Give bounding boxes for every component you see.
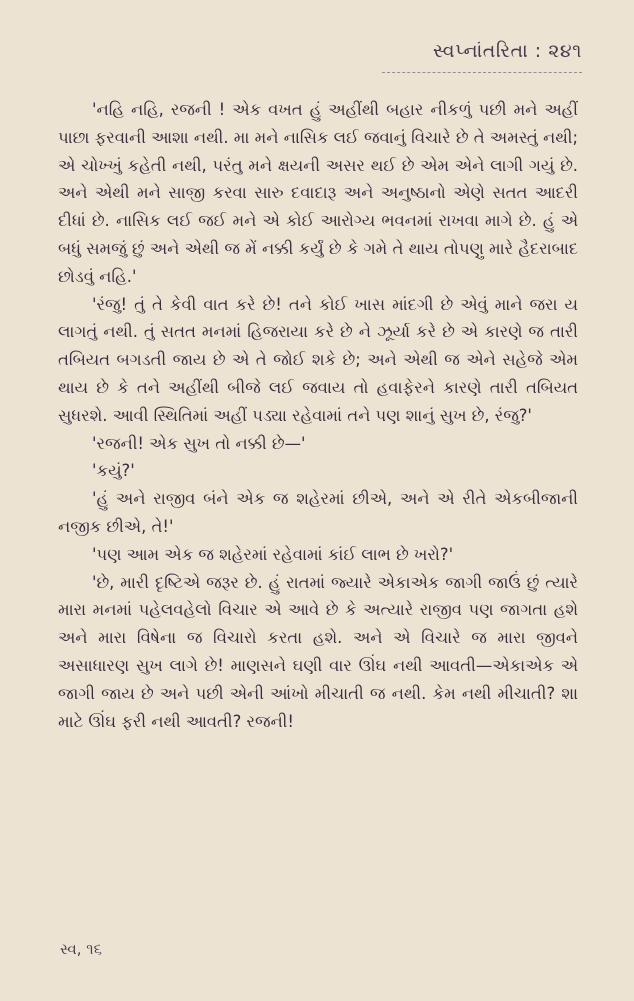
- signature-mark: સ્વ, ૧૬: [60, 940, 103, 958]
- paragraph: 'હું અને રાજીવ બંને એક જ શહેરમાં છીએ, અને એ રીતે એકબીજાની નજીક છીએ, તે!': [58, 489, 578, 536]
- paragraph: 'રંજુ! તું તે કેવી વાત કરે છે! તને કોઈ ખાસ માંદગી છે એવું માને જરા ય લાગતું નથી. તું સતત મનમાં હિજરાયા કરે છે ને ઝૂર્યા કરે છે એ કારણે જ તારી તબિયત બગડતી જાય છે એ તે જોઈ શકે છે; અને એથી જ એને સહેજે એમ થાય છે કે તને અહીંથી બીજે લઈ જવાય તો હવાફેરને કારણે તારી તબિયત સુધરશે. આવી સ્થિતિમાં અહીં પડ્યા રહેવામાં તને પણ શાનું સુખ છે, રંજુ?': [58, 294, 578, 425]
- paragraph: 'પણ આમ એક જ શહેરમાં રહેવામાં કાંઈ લાભ છે ખરો?': [92, 544, 454, 564]
- page-body: [58, 96, 578, 735]
- running-header: સ્વપ્નાંતરિતા : ૨૪૧: [432, 40, 582, 62]
- paragraph: 'છે, મારી દૃષ્ટિએ જરૂર છે. હું રાતમાં જ્યારે એકાએક જાગી જાઉં છું ત્યારે મારા મનમાં પહેલવહેલો વિચાર એ આવે છે કે અત્યારે રાજીવ પણ જાગતા હશે અને મારા વિષેના જ વિચારો કરતા હશે. અને એ વિચારે જ મારા જીવને અસાધારણ સુખ લાગે છે! માણસને ઘણી વાર ઊંઘ નથી આવતી—એકાએક એ જાગી જાય છે અને પછી એની આંખો મીચાતી જ નથી. કેમ નથી મીચાતી? શા માટે ઊંઘ ફરી નથી આવતી? રજની!: [58, 572, 578, 731]
- paragraph: 'રજની! એક સુખ તો નક્કી છે—': [92, 433, 306, 453]
- paragraph: 'નહિ નહિ, રજની ! એક વખત હું અહીંથી બહાર નીકળું પછી મને અહીં પાછા ફરવાની આશા નથી. મા મને નાસિક લઈ જવાનું વિચારે છે તે અમસ્તું નથી; એ ચોખ્ખું કહેતી નથી, પરંતુ મને ક્ષયની અસર થઈ છે એમ એને લાગી ગયું છે. અને એથી મને સાજી કરવા સારુ દવાદારૂ અને અનુષ્ઠાનો એણે સતત આદરી દીધાં છે. નાસિક લઈ જઈ મને એ કોઈ આરોગ્ય ભવનમાં રાખવા માગે છે. હું એ બધું સમજું છું અને એથી જ મેં નક્કી કર્યું છે કે ગમે તે થાય તોપણુ મારે હૈદરાબાદ છોડવું નહિ.': [58, 100, 578, 286]
- paragraph: 'કયું?': [92, 461, 135, 481]
- header-rule: [382, 72, 582, 73]
